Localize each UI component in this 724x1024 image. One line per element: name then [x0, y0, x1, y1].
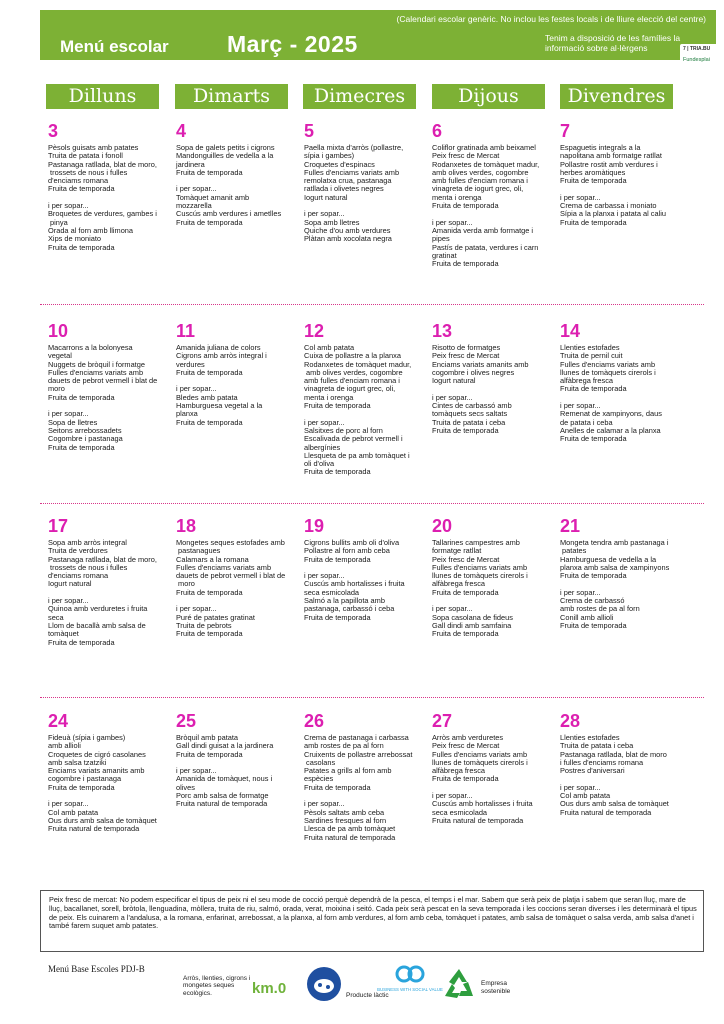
menu-item: Sopa amb lletres — [304, 217, 360, 227]
menu-item: Enciams variats amanits amb — [48, 766, 145, 776]
menu-item: Calamars a la romana — [176, 554, 249, 564]
menu-item: Sípia a la planxa i patata al caliu — [560, 209, 667, 219]
menu-item: Pastanaga ratllada, blat de moro — [560, 749, 667, 759]
eco-legend: Arròs, llenties, cigrons i mongetes seques ecològics. — [183, 975, 251, 997]
week-divider — [40, 697, 704, 698]
menu-item: patates — [560, 546, 587, 556]
weekday-header: Dijous — [432, 84, 545, 109]
menu-item: Fruita de temporada — [560, 434, 627, 444]
day-number: 10 — [48, 321, 69, 341]
menu-item: sípia i gambes) — [304, 151, 355, 161]
menu-item: Salmó a la papillota amb — [304, 596, 385, 606]
menu-day-cell — [304, 515, 422, 622]
menu-item: i per sopar... — [560, 782, 601, 792]
menu-day-cell — [560, 710, 678, 817]
menu-item: i per sopar... — [304, 417, 345, 427]
menu-item: Llesqueta de pa amb tomàquet i — [304, 450, 410, 460]
day-number: 28 — [560, 711, 581, 731]
menu-item: menta i orenga — [432, 192, 482, 202]
menu-item: d'enciams romana — [48, 571, 109, 581]
weekday-header: Dimarts — [175, 84, 288, 109]
menu-item: i per sopar... — [48, 799, 89, 809]
menu-item: Enciams variats amanits amb — [432, 359, 529, 369]
fundesplai-logo: Fundesplai — [683, 57, 710, 63]
menu-item: Orada al forn amb llimona — [48, 225, 134, 235]
menu-item: Fulles d'enciams variats amb — [48, 367, 144, 377]
menu-item: Llesca de pa amb tomàquet — [304, 824, 396, 834]
day-number: 24 — [48, 711, 69, 731]
recycle-icon — [440, 966, 478, 1002]
menu-day-cell — [560, 515, 678, 630]
menu-item: pinya — [48, 217, 68, 227]
menu-item: Gall dindi amb samfaina — [432, 620, 512, 630]
menu-day-cell — [560, 120, 678, 227]
menu-item: Risotto de formatges — [432, 343, 501, 352]
day-number: 26 — [304, 711, 325, 731]
menu-item: Amanida verda amb formatge i — [432, 225, 534, 235]
menu-item: Cigrons amb arròs integral i — [176, 351, 267, 361]
menu-item: Cuscús amb hortalisses i fruita — [304, 579, 405, 589]
menu-day-cell — [48, 515, 166, 647]
day-number: 7 — [560, 121, 571, 141]
menu-item: seca — [48, 612, 64, 622]
menu-item: Fruita de temporada — [560, 176, 627, 186]
menu-item: Fruita de temporada — [176, 367, 243, 377]
menu-item: Quiche d'ou amb verdures — [304, 225, 391, 235]
menu-item: Seitons arrebossadets — [48, 425, 122, 435]
menu-item: Fruita de temporada — [48, 637, 115, 647]
menu-item: amb olives verdes, cogombre — [304, 367, 403, 377]
menu-item: moro — [176, 579, 195, 589]
menu-item: mozzarella — [176, 201, 212, 211]
menu-item: Pastanaga ratllada, blat de moro, — [48, 159, 157, 169]
menu-item: i per sopar... — [48, 409, 89, 419]
menu-item: verdures — [176, 359, 205, 369]
menu-day-cell — [176, 515, 294, 639]
menu-item: Mongetes seques estofades amb — [176, 538, 285, 547]
menu-item: alfàbrega fresca — [432, 766, 485, 776]
menu-item: Fruita natural de temporada — [48, 824, 140, 834]
km0-logo: km.0 — [252, 980, 287, 997]
menu-item: Fulles d'enciams variats amb — [176, 562, 272, 572]
menu-item: i per sopar... — [176, 184, 217, 194]
menu-item: Crema de pastanaga i carbassa — [304, 733, 409, 742]
menu-item: i per sopar... — [176, 604, 217, 614]
menu-item: Fruita natural de temporada — [560, 807, 652, 817]
menu-item: Fruita de temporada — [432, 259, 499, 269]
menu-item: amb salsa tzatziki — [48, 757, 107, 767]
menu-item: Cuscús amb verdures i ametlles — [176, 209, 282, 219]
menu-item: menta i orenga — [304, 392, 354, 402]
menu-item: Cogombre i pastanaga — [48, 434, 123, 444]
menu-item: Fulles d'enciams variats amb — [560, 359, 656, 369]
menu-day-cell — [432, 320, 550, 435]
menu-day-cell — [432, 120, 550, 268]
menu-day-cell — [176, 120, 294, 227]
menu-item: Peix fresc de Mercat — [432, 554, 500, 564]
menu-item: Fruita de temporada — [176, 167, 243, 177]
fish-note: Peix fresc de mercat: No podem especificar el tipus de peix ni el seu mode de cocció perquè dependrà de la pesca, el temps i el mar. Sabem que serà peix de platja i sabem que seran lluç, mare de lluç, bacallanet, sorell, bròtola, llenguadina, mòllera, truita de riu, salmó, orada, verat, moixina i seitó. Cada peix serà pescat en la seva temporada i les coccions seran diverses i les determinarà el tipus de peix. Els cuinarem a l'andalusa, a la romana, enfarinat, arrebossat, a la planxa, al forn amb verdures, al forn amb ceba, tomàquet i patates, amb salsa de tomàquet o salsa verda, amb salsa d'anet i també farem suquet amb patates. — [49, 895, 697, 931]
menu-item: Fruita de temporada — [560, 217, 627, 227]
menu-item: Peix fresc de Mercat — [432, 151, 500, 161]
day-number: 5 — [304, 121, 315, 141]
menu-item: Bledes amb patata — [176, 392, 238, 402]
menu-item: pastanagues — [176, 546, 221, 556]
menu-item: Patates a grills al forn amb — [304, 766, 392, 776]
week-divider — [40, 503, 704, 504]
menu-item: i per sopar... — [48, 201, 89, 211]
menu-item: Iogurt natural — [48, 579, 92, 589]
weekday-header: Dimecres — [303, 84, 416, 109]
menu-item: Fruita de temporada — [304, 554, 371, 564]
menu-item: Rodanxetes de tomàquet madur, — [432, 159, 540, 169]
menu-item: vegetal — [48, 351, 72, 361]
menu-item: i per sopar... — [560, 192, 601, 202]
day-number: 18 — [176, 516, 197, 536]
menu-item: i per sopar... — [432, 791, 473, 801]
menu-item: Fruita de temporada — [432, 425, 499, 435]
menu-item: Fruita de temporada — [176, 749, 243, 759]
day-number: 21 — [560, 516, 581, 536]
menu-item: Cuixa de pollastre a la planxa — [304, 351, 401, 361]
allergen-info: Tenim a disposició de les famílies la informació sobre al·lèrgens — [545, 33, 681, 53]
menu-item: Fideuà (sípia i gambes) — [48, 733, 126, 742]
menu-item: Tomàquet amanit amb — [176, 192, 250, 202]
menu-item: remolatxa crua, pastanaga — [304, 176, 392, 186]
menu-item: Fruita de temporada — [48, 184, 115, 194]
menu-item: Truita de patata i ceba — [560, 741, 634, 751]
menu-day-cell — [176, 710, 294, 809]
menu-item: Rodanxetes de tomàquet madur, — [304, 359, 412, 369]
menu-day-cell — [304, 710, 422, 842]
menu-item: Pollastre al forn amb ceba — [304, 546, 390, 556]
menu-item: casolans — [304, 757, 336, 767]
menu-item: i per sopar... — [176, 766, 217, 776]
menu-item: Remenat de xampinyons, daus — [560, 409, 662, 419]
menu-item: espècies — [304, 774, 334, 784]
menu-item: Hamburguesa vegetal a la — [176, 401, 263, 411]
menu-base-label: Menú Base Escoles PDJ-B — [48, 964, 145, 974]
menu-item: olives — [176, 782, 195, 792]
menu-item: Pastís de patata, verdures i carn — [432, 242, 539, 252]
menu-item: Fulles d'enciams variats amb — [432, 562, 528, 572]
menu-item: i per sopar... — [304, 571, 345, 581]
menu-day-cell — [432, 515, 550, 639]
menu-item: Sopa amb arròs integral — [48, 538, 127, 547]
menu-item: Sopa de lletres — [48, 417, 98, 427]
menu-item: Puré de patates gratinat — [176, 612, 255, 622]
menu-item: Fruita natural de temporada — [432, 815, 524, 825]
menu-item: Pèsols saltats amb ceba — [304, 807, 385, 817]
sustainable-company-label: Empresa sostenible — [481, 980, 511, 995]
week-divider — [40, 304, 704, 305]
menu-item: planxa — [176, 409, 198, 419]
menu-item: trossets de nous i fulles — [48, 167, 128, 177]
menu-item: Ous durs amb salsa de tomàquet — [560, 799, 669, 809]
month-title: Març - 2025 — [227, 31, 358, 57]
menu-day-cell — [48, 320, 166, 452]
menu-item: Fruita de temporada — [560, 620, 627, 630]
header-banner — [40, 10, 716, 63]
menu-item: tomàquets secs saltats — [432, 409, 508, 419]
menu-item: Sopa de galets petits i cigrons — [176, 143, 275, 152]
menu-item: moro — [48, 384, 65, 394]
menu-item: Cuscús amb hortalisses i fruita — [432, 799, 533, 809]
menu-item: llunes de tomàquets cirerols i — [432, 757, 528, 767]
menu-item: Fruita natural de temporada — [176, 799, 268, 809]
day-number: 20 — [432, 516, 453, 536]
menu-item: Xips de moniato — [48, 234, 101, 244]
menu-item: Truita de patata i fonoll — [48, 151, 123, 161]
menu-item: Iogurt natural — [304, 192, 348, 202]
menu-item: Llom de bacallà amb salsa de — [48, 620, 146, 630]
menu-item: pastanaga, carbassó i ceba — [304, 604, 395, 614]
menu-item: Fruita de temporada — [432, 774, 499, 784]
menu-item: Gall dindi guisat a la jardinera — [176, 741, 274, 751]
menu-item: Iogurt natural — [432, 376, 476, 386]
menu-item: seca esmicolada — [432, 807, 488, 817]
fish-note-box — [40, 890, 704, 952]
dairy-logo-icon — [306, 964, 342, 1004]
menu-item: Fruita de temporada — [176, 217, 243, 227]
menu-item: trossets de nous i fulles — [48, 562, 128, 572]
menu-day-cell — [48, 120, 166, 252]
day-number: 3 — [48, 121, 59, 141]
menu-day-cell — [432, 710, 550, 825]
menu-item: Tallarines campestres amb — [432, 538, 520, 547]
menu-item: i per sopar... — [48, 596, 89, 606]
menu-item: gratinat — [432, 250, 457, 260]
menu-item: Coliflor gratinada amb beixamel — [432, 143, 536, 152]
menu-item: i per sopar... — [560, 401, 601, 411]
dairy-label: Producte làctic — [346, 992, 389, 999]
menu-item: Fruita de temporada — [176, 587, 243, 597]
menu-item: herbes aromàtiques — [560, 167, 626, 177]
menu-item: Cigrons bullits amb oli d'oliva — [304, 538, 400, 547]
menu-item: i per sopar... — [176, 384, 217, 394]
menu-item: Col amb patata — [48, 807, 99, 817]
menu-item: Pollastre rostit amb verdures i — [560, 159, 658, 169]
menu-item: Espaguetis integrals a la — [560, 143, 641, 152]
menu-item: Fruita de temporada — [48, 392, 115, 402]
menu-item: i per sopar... — [432, 604, 473, 614]
menu-item: dauets de pebrot vermell i blat de — [176, 571, 286, 581]
day-number: 27 — [432, 711, 453, 731]
menu-item: tomàquet — [48, 629, 79, 639]
menu-item: d'enciams romana — [48, 176, 109, 186]
menu-item: Ous durs amb salsa de tomàquet — [48, 815, 157, 825]
menu-item: Truita de pernil cuit — [560, 351, 623, 361]
menu-item: Bròquil amb patata — [176, 733, 239, 742]
menu-item: Cintes de carbassó amb — [432, 401, 512, 411]
menu-item: dauets de pebrot vermell i blat de — [48, 376, 158, 386]
menu-item: Fruita de temporada — [560, 384, 627, 394]
menu-item: Fruita de temporada — [48, 782, 115, 792]
menu-item: i per sopar... — [304, 209, 345, 219]
menu-item: cogombre i olives negres — [432, 367, 515, 377]
menu-item: Croquetes d'espinacs — [304, 159, 375, 169]
menu-item: Truita de pebrots — [176, 620, 232, 630]
day-number: 13 — [432, 321, 453, 341]
menu-item: planxa amb salsa de xampinyons — [560, 562, 670, 572]
day-number: 11 — [176, 321, 196, 341]
menu-item: cogombre i pastanaga — [48, 774, 122, 784]
menu-item: amb allioli — [48, 741, 81, 751]
menu-item: vinagreta de iogurt grec, oli, — [304, 384, 396, 394]
menu-item: napolitana amb formatge ratllat — [560, 151, 662, 161]
menu-item: vinagreta de iogurt grec, oli, — [432, 184, 524, 194]
menu-item: amb fulles d'enciam romana i — [304, 376, 400, 386]
menu-day-cell — [176, 320, 294, 427]
menu-item: llunes de tomàquets cirerols i — [560, 367, 656, 377]
menu-day-cell — [304, 320, 422, 477]
day-number: 14 — [560, 321, 581, 341]
menu-item: i per sopar... — [432, 217, 473, 227]
menu-item: ratllada i olivetes negres — [304, 184, 384, 194]
menu-item: Conill amb allioli — [560, 612, 614, 622]
menu-item: Col amb patata — [560, 791, 611, 801]
menu-item: Llenties estofades — [560, 733, 620, 742]
menu-item: Porc amb salsa de formatge — [176, 791, 269, 801]
calendar-note: (Calendari escolar genèric. No inclou les festes locals i de lliure elecció del centre) — [396, 14, 706, 24]
menu-item: jardinera — [176, 159, 205, 169]
menu-day-cell — [560, 320, 678, 444]
business-social-value-icon — [377, 962, 443, 1002]
weekday-header: Dilluns — [46, 84, 159, 109]
menu-item: Fulles d'enciams variats amb — [432, 749, 528, 759]
business-label: BUSINESS WITH SOCIAL VALUE — [377, 987, 443, 992]
menu-item: alfàbrega fresca — [560, 376, 613, 386]
tria-logo: 7 | TRIA.BU — [683, 46, 711, 52]
menu-item: Fruita de temporada — [432, 587, 499, 597]
menu-item: Fruita natural de temporada — [304, 832, 396, 842]
menu-item: Hamburguesa de vedella a la — [560, 554, 657, 564]
menu-item: Crema de carbassó — [560, 596, 625, 606]
menu-item: oli d'oliva — [304, 459, 335, 469]
menu-item: Fruita de temporada — [48, 242, 115, 252]
menu-item: Fulles d'enciams variats amb — [304, 167, 400, 177]
menu-item: Col amb patata — [304, 343, 355, 352]
menu-item: Sopa casolana de fideus — [432, 612, 513, 622]
menu-item: Plàtan amb xocolata negra — [304, 234, 392, 244]
menu-item: Truita de verdures — [48, 546, 108, 556]
menu-item: Fruita de temporada — [176, 629, 243, 639]
menu-item: amb olives verdes, cogombre — [432, 167, 529, 177]
weekday-header: Divendres — [560, 84, 673, 109]
menu-item: Fruita de temporada — [560, 571, 627, 581]
menu-item: Fruita de temporada — [304, 782, 371, 792]
menu-item: Fruita de temporada — [304, 612, 371, 622]
menu-item: Sardines fresques al forn — [304, 815, 387, 825]
menu-item: Peix fresc de Mercat — [432, 351, 500, 361]
menu-item: Cruixents de pollastre arrebossat — [304, 749, 413, 759]
menu-item: Croquetes de cigró casolanes — [48, 749, 146, 759]
menu-item: Amanida de tomàquet, nous i — [176, 774, 273, 784]
menu-day-cell — [48, 710, 166, 834]
menu-item: albergínies — [304, 442, 341, 452]
menu-item: Fruita de temporada — [48, 442, 115, 452]
menu-item: Fruita de temporada — [432, 201, 499, 211]
menu-item: Nuggets de bròquil i formatge — [48, 359, 145, 369]
menu-item: amb rostes de pa al forn — [304, 741, 384, 751]
menu-item: Paella mixta d'arròs (pollastre, — [304, 143, 404, 152]
day-number: 25 — [176, 711, 197, 731]
menu-item: Pèsols guisats amb patates — [48, 143, 139, 152]
menu-item: i per sopar... — [432, 392, 473, 402]
menu-item: Fruita de temporada — [176, 417, 243, 427]
menu-day-cell — [304, 120, 422, 244]
menu-item: i fulles d'enciams romana — [560, 757, 644, 767]
day-number: 4 — [176, 121, 187, 141]
day-number: 17 — [48, 516, 69, 536]
menu-item: Fruita de temporada — [304, 467, 371, 477]
menu-item: Arròs amb verduretes — [432, 733, 504, 742]
menu-item: Escalivada de pebrot vermell i — [304, 434, 403, 444]
menu-item: Crema de carbassa i moniato — [560, 201, 657, 211]
menu-item: Anelles de calamar a la planxa — [560, 425, 661, 435]
menu-item: Amanida juliana de colors — [176, 343, 261, 352]
menu-item: Truita de patata i ceba — [432, 417, 506, 427]
menu-item: Llenties estofades — [560, 343, 620, 352]
menu-item: Peix fresc de Mercat — [432, 741, 500, 751]
menu-item: Quinoa amb verduretes i fruita — [48, 604, 148, 614]
menu-item: seca esmicolada — [304, 587, 360, 597]
menu-item: Salsitxes de porc al forn — [304, 425, 383, 435]
menu-item: Broquetes de verdures, gambes i — [48, 209, 157, 219]
day-number: 12 — [304, 321, 325, 341]
menu-item: amb fulles d'enciam romana i — [432, 176, 528, 186]
menu-item: Fruita de temporada — [304, 401, 371, 411]
menu-item: Mandonguilles de vedella a la — [176, 151, 274, 161]
menu-item: llunes de tomàquets cirerols i — [432, 571, 528, 581]
menu-item: pipes — [432, 234, 450, 244]
menu-item: amb rostes de pa al forn — [560, 604, 640, 614]
menu-item: i per sopar... — [304, 799, 345, 809]
menu-item: Postres d'aniversari — [560, 766, 625, 776]
menu-item: alfàbrega fresca — [432, 579, 485, 589]
day-number: 19 — [304, 516, 325, 536]
menu-item: Macarrons a la bolonyesa — [48, 343, 133, 352]
menu-item: Pastanaga ratllada, blat de moro, — [48, 554, 157, 564]
day-number: 6 — [432, 121, 443, 141]
page-title: Menú escolar — [60, 37, 169, 56]
menu-item: Mongeta tendra amb pastanaga i — [560, 538, 669, 547]
partner-logos — [680, 44, 724, 68]
menu-item: de patata i ceba — [560, 417, 613, 427]
menu-item: formatge ratllat — [432, 546, 482, 556]
menu-item: i per sopar... — [560, 587, 601, 597]
menu-item: Fruita de temporada — [432, 629, 499, 639]
